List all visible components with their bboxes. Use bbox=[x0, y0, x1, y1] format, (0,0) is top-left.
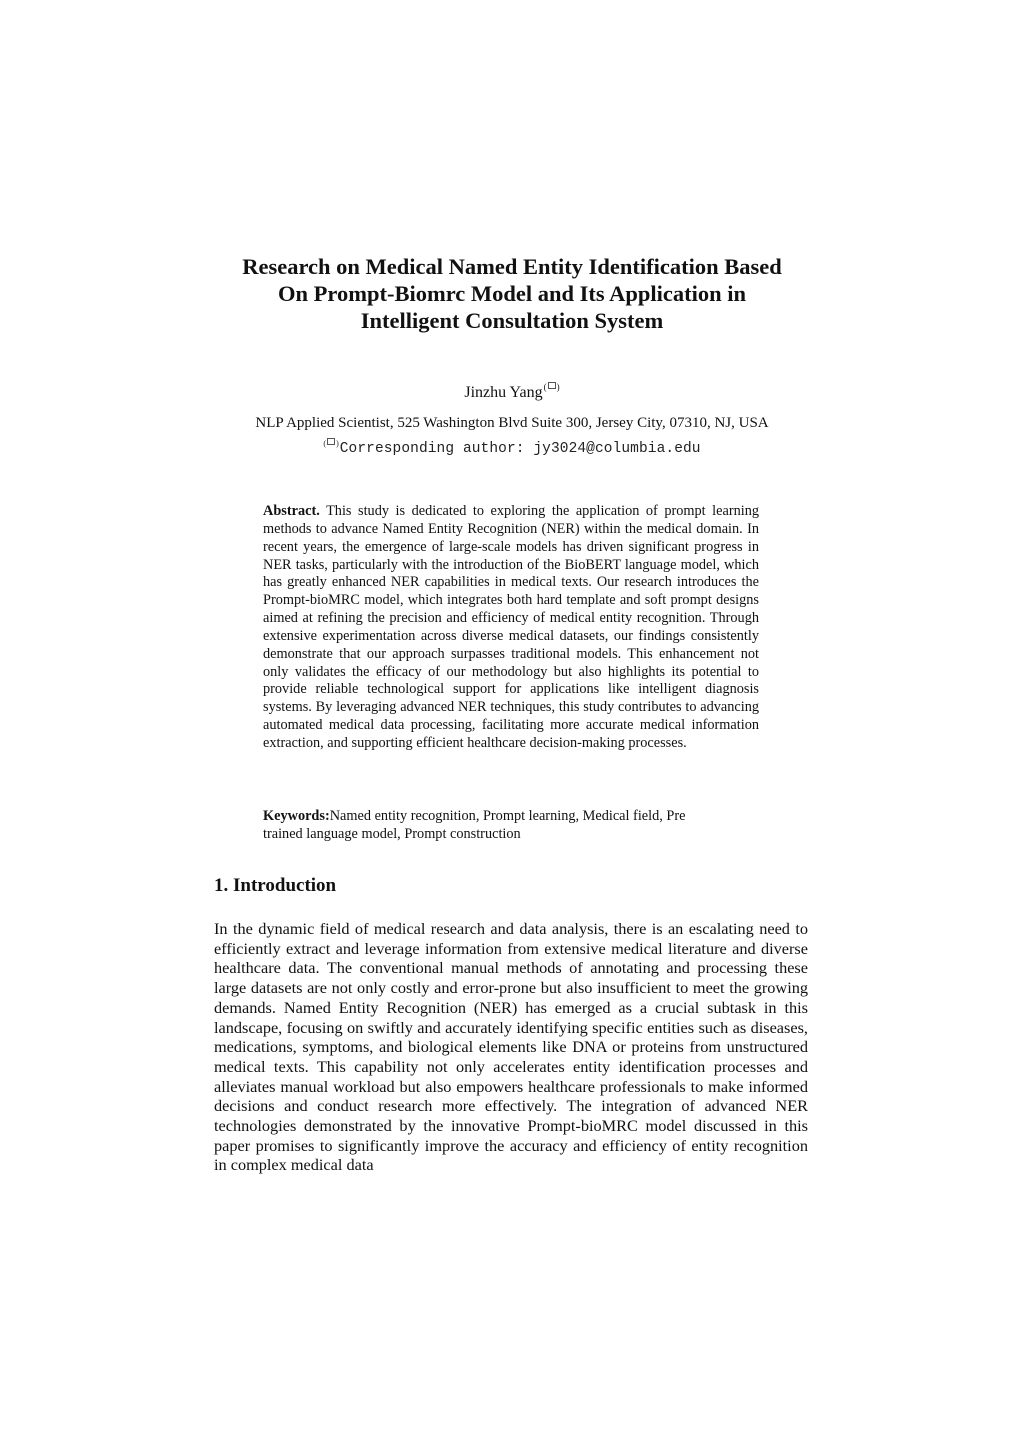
section-heading: 1. Introduction bbox=[214, 875, 337, 896]
affiliation: NLP Applied Scientist, 525 Washington Blvd Suite 300, Jersey City, 07310, NJ, USA bbox=[255, 415, 769, 431]
title-line: Research on Medical Named Entity Identification Based bbox=[242, 254, 782, 279]
corresponding-mark: ( ) bbox=[543, 382, 560, 392]
envelope-icon bbox=[327, 438, 335, 445]
title-line: On Prompt-Biomrc Model and Its Application in bbox=[278, 281, 746, 306]
abstract-text: This study is dedicated to exploring the application of prompt learning methods to advance Named Entity Recognition (NER) within the medical domain. In recent years, the emergence of large-scale models has driven significant progress in NER tasks, particularly with the introduction of the BioBERT language model, which has greatly enhanced NER capabilities in medical texts. Our research introduces the Prompt-bioMRC model, which integrates both hard template and soft prompt designs aimed at refining the precision and efficiency of medical entity recognition. Through extensive experimentation across diverse medical datasets, our findings consistently demonstrate that our approach surpasses traditional models. This enhancement not only validates the efficacy of our methodology but also highlights its potential to provide reliable technological support for applications like intelligent diagnosis systems. By leveraging advanced NER techniques, this study contributes to advancing automated medical data processing, facilitating more accurate medical information extraction, and supporting efficient healthcare decision-making processes. bbox=[263, 503, 759, 751]
keywords-text: trained language model, Prompt construction bbox=[263, 826, 521, 842]
keywords-label: Keywords: bbox=[263, 808, 330, 824]
corresponding-author bbox=[0, 434, 1024, 459]
corresponding-email: Corresponding author: jy3024@columbia.edu bbox=[339, 441, 701, 457]
abstract-label: Abstract. bbox=[263, 503, 320, 519]
author-line bbox=[0, 377, 1024, 403]
introduction-paragraph: In the dynamic field of medical research and data analysis, there is an escalating need to efficiently extract and leverage information from extensive medical literature and diverse healthcare data. The conventional manual methods of annotating and processing these large datasets are not only costly and error-prone but also insufficient to meet the growing demands. Named Entity Recognition (NER) has emerged as a crucial subtask in this landscape, focusing on swiftly and accurately identifying specific entities such as diseases, medications, symptoms, and biological elements like DNA or proteins from unstructured medical texts. This capability not only accelerates entity identification processes and alleviates manual workload but also empowers healthcare professionals to make informed decisions and conduct research more effectively. The integration of advanced NER technologies demonstrated by the innovative Prompt-bioMRC model discussed in this paper promises to significantly improve the accuracy and efficiency of entity recognition in complex medical data bbox=[214, 919, 808, 1175]
envelope-icon bbox=[548, 382, 556, 389]
title-line: Intelligent Consultation System bbox=[360, 308, 664, 333]
keywords-text: Named entity recognition, Prompt learning, Medical field, Pre bbox=[329, 808, 686, 824]
paper-title bbox=[150, 253, 874, 334]
author-name: Jinzhu Yang bbox=[464, 384, 543, 401]
abstract bbox=[263, 503, 759, 753]
keywords bbox=[263, 807, 759, 843]
corresponding-mark: ( ) bbox=[323, 439, 339, 448]
